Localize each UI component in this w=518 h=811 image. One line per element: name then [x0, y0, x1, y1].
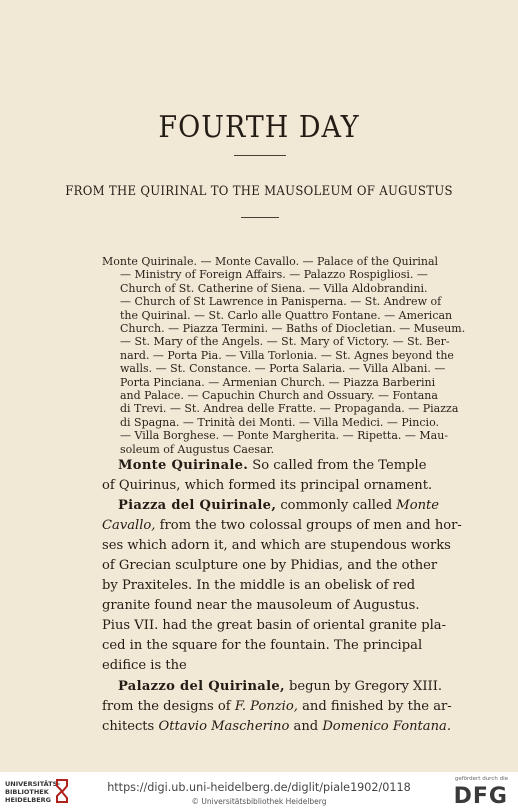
summary-line: di Spagna. — Trinità dei Monti. — Villa Medici. — Pincio.: [120, 415, 439, 429]
body-line: granite found near the mausoleum of Augustus.: [102, 598, 420, 614]
summary-line: Porta Pinciana. — Armenian Church. — Piazza Barberini: [120, 375, 436, 389]
subtitle-rule: [241, 217, 279, 218]
summary-line: the Quirinal. — St. Carlo alle Quattro Fontane. — American: [120, 308, 453, 322]
body-line: Monte Quirinale. So called from the Temple: [118, 458, 427, 473]
summary-line: and Palace. — Capuchin Church and Ossuary. — Fontana: [120, 389, 438, 403]
title-rule: [234, 155, 286, 156]
summary-line: di Trevi. — St. Andrea delle Fratte. — Propaganda. — Piazza: [120, 402, 459, 416]
body-line: Palazzo del Quirinale, begun by Gregory XIII.: [118, 678, 443, 694]
heading-monte-quirinale: Monte Quirinale.: [118, 458, 249, 473]
body-line: ses which adorn it, and which are stupendous works: [102, 538, 451, 554]
chapter-subtitle: FROM THE QUIRINAL TO THE MAUSOLEUM OF AUGUSTUS: [65, 184, 453, 199]
summary-line: — Villa Borghese. — Ponte Margherita. — Ripetta. — Mau-: [120, 429, 449, 443]
funder-caption: gefördert durch die: [454, 776, 508, 782]
summary-line: soleum of Augustus Caesar.: [120, 442, 275, 456]
summary-line: nard. — Porta Pia. — Villa Torlonia. — St. Agnes beyond the: [120, 348, 454, 362]
chapter-title: FOURTH DAY: [158, 110, 360, 145]
chapter-summary: [102, 255, 468, 456]
viewer-footer: [0, 772, 518, 811]
body-line: Cavallo, from the two colossal groups of men and hor-: [102, 518, 462, 534]
library-name: UNIVERSITÄTS- BIBLIOTHEK HEIDELBERG: [5, 780, 60, 804]
body-text: [102, 456, 470, 737]
body-line: chitects Ottavio Mascherino and Domenico Fontana.: [102, 718, 452, 734]
body-line: edifice is the: [102, 658, 187, 674]
heading-piazza-quirinale: Piazza del Quirinale,: [118, 498, 277, 514]
dfg-logo: DFG: [453, 784, 508, 809]
body-line: Piazza del Quirinale, commonly called Monte: [118, 498, 440, 514]
summary-line: — Church of St Lawrence in Panisperna. — St. Andrew of: [120, 295, 442, 309]
permalink-link[interactable]: https://digi.ub.uni-heidelberg.de/diglit/piale1902/0118: [107, 781, 411, 794]
summary-line: Church of St. Catherine of Siena. — Villa Aldobrandini.: [120, 281, 428, 295]
summary-line: — Ministry of Foreign Affairs. — Palazzo Rospigliosi. —: [120, 268, 428, 282]
body-line: of Grecian sculpture one by Phidias, and the other: [102, 558, 438, 574]
copyright-notice: © Universitätsbibliothek Heidelberg: [191, 797, 327, 806]
summary-line: Church. — Piazza Termini. — Baths of Diocletian. — Museum.: [120, 322, 466, 336]
summary-line: — St. Mary of the Angels. — St. Mary of Victory. — St. Ber-: [120, 335, 450, 349]
body-line: ced in the square for the fountain. The principal: [102, 638, 423, 654]
body-line: Pius VII. had the great basin of oriental granite pla-: [102, 618, 446, 634]
body-line: of Quirinus, which formed its principal ornament.: [102, 478, 433, 494]
summary-line: Monte Quirinale. — Monte Cavallo. — Palace of the Quirinal: [102, 255, 439, 268]
body-line: by Praxiteles. In the middle is an obelisk of red: [102, 578, 416, 594]
summary-line: walls. — St. Constance. — Porta Salaria. — Villa Albani. —: [120, 362, 446, 376]
heading-palazzo-quirinale: Palazzo del Quirinale,: [118, 678, 285, 694]
body-line: from the designs of F. Ponzio, and finished by the ar-: [102, 698, 452, 714]
